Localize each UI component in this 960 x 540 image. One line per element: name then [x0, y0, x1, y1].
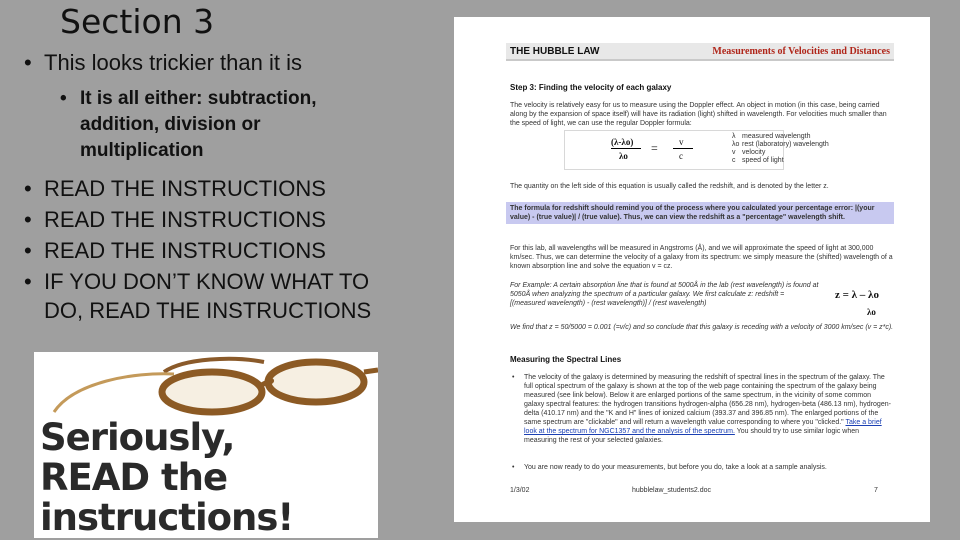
- read-line-3: READ THE INSTRUCTIONS: [44, 238, 326, 263]
- doc-footer-filename: hubblelaw_students2.doc: [632, 487, 712, 494]
- redshift-formula: z = λ – λo λo: [835, 289, 879, 317]
- doc-footer-page: 7: [874, 487, 878, 494]
- bullet-item: • This looks trickier than it is: [24, 50, 302, 75]
- doc-header: [506, 43, 894, 61]
- glasses-icon: [34, 352, 378, 422]
- formula-right-numerator: v: [679, 137, 684, 147]
- instruction-bullets: • READ THE INSTRUCTIONS • READ THE INSTRUCTIONS • READ THE INSTRUCTIONS • IF YOU DON’T KNOW WHAT TO DO, READ THE INSTRUCTIONS: [24, 174, 424, 327]
- doc-subheading: Measuring the Spectral Lines: [510, 355, 622, 364]
- formula-denominator: λo: [619, 151, 628, 161]
- doc-example: For Example: A certain absorption line that is found at 5000Å in the lab (rest wavelength) is found at 5050Å when analyzing the spectrum of a particular galaxy. We first calculate z: redshift = [(measured wavelength) - (rest wavelength)] / (rest wavelength): [510, 282, 819, 307]
- doc-paragraph-2: The quantity on the left side of this equation is usually called the redshift, and is denoted by the letter z.: [510, 183, 829, 190]
- list-item: • The velocity of the galaxy is determined by measuring the redshift of spectral lines in the spectrum of the galaxy. The full optical spectrum of the galaxy is shown at the top of the web page containing the spectrum of the galaxy being measured (see link below). Below it are enlarged portions of the same spectrum, in the vicinity of some common galaxy spectral features: the hydrogen transitions hydrogen-alpha (656.28 nm), hydrogen-beta (486.13 nm), hydrogen-delta (410.17 nm) and the "K and H" lines of ionized calcium (393.37 and 396.85 nm). The enlarged portions of the same spectrum are "clickable" and will return a wavelength value corresponding to where you "clicked." Take a brief look at the spectrum for NGC1357 and the analysis of the spectrum. You should try to use similar logic when measuring the rest of your selected galaxies.: [524, 373, 892, 445]
- doc-paragraph-1: The velocity is relatively easy for us to measure using the Doppler effect. An object in motion (in this case, being carried along by the expansion of space itself) will have its radiation (light) shifted in wavelength. For velocities much smaller than the speed of light, we can use the regular Doppler formula:: [510, 102, 887, 127]
- formula-legend: λ measured wavelength λo rest (laboratory) wavelength v velocity c speed of light: [732, 133, 829, 164]
- doc-step-heading: Step 3: Finding the velocity of each galaxy: [510, 83, 672, 92]
- bullet-text: This looks trickier than it is: [44, 50, 302, 75]
- meme-caption: [40, 418, 370, 538]
- read-line-2: READ THE INSTRUCTIONS: [44, 207, 326, 232]
- doc-subtitle: Measurements of Velocities and Distances: [712, 46, 890, 57]
- slide-title: Section 3: [60, 2, 215, 41]
- sub-bullet-item: • It is all either: subtraction, addition, division or multiplication: [60, 86, 380, 164]
- formula-right-denominator: c: [679, 151, 683, 161]
- list-item: • You are now ready to do your measurements, but before you do, take a look at a sample analysis.: [524, 463, 892, 472]
- read-line-1: READ THE INSTRUCTIONS: [44, 176, 326, 201]
- sub-bullet-text: It is all either: subtraction, addition, division or multiplication: [80, 88, 317, 161]
- last-line-1: IF YOU DON’T KNOW WHAT TO: [44, 269, 370, 294]
- doc-title: THE HUBBLE LAW: [510, 46, 600, 57]
- last-line-2: DO, READ THE INSTRUCTIONS: [44, 298, 372, 323]
- meme-line-3: instructions!: [40, 496, 294, 538]
- formula-equals: =: [651, 141, 658, 155]
- meme-image: [34, 352, 378, 538]
- spectrum-link[interactable]: Take a brief look at the spectrum for NGC1357 and the analysis of the spectrum.: [524, 419, 882, 435]
- document-page: [454, 17, 930, 522]
- doc-highlight-box: The formula for redshift should remind you of the process where you calculated your percentage error: |(your value) - (true value)| / (true value). Thus, we can view the redshift as a "percentage" wavelength shift.: [506, 202, 894, 224]
- doc-paragraph-6: We find that z = 50/5000 = 0.001 (=v/c) and so conclude that this galaxy is receding with a velocity of 3000 km/sec (v = z*c).: [510, 324, 894, 331]
- meme-line-2: READ the: [40, 456, 228, 499]
- doc-paragraph-4: For this lab, all wavelengths will be measured in Angstroms (Å), and we will approximate the speed of light at 300,000 km/sec. Thus, we can determine the velocity of a galaxy from its spectrum: we simply measure the (shifted) wavelength of a known absorption line and solve the equation v = cz.: [510, 245, 893, 270]
- formula-numerator: (λ-λo): [611, 137, 634, 147]
- doc-footer-date: 1/3/02: [510, 487, 530, 494]
- meme-line-1: Seriously,: [40, 416, 235, 459]
